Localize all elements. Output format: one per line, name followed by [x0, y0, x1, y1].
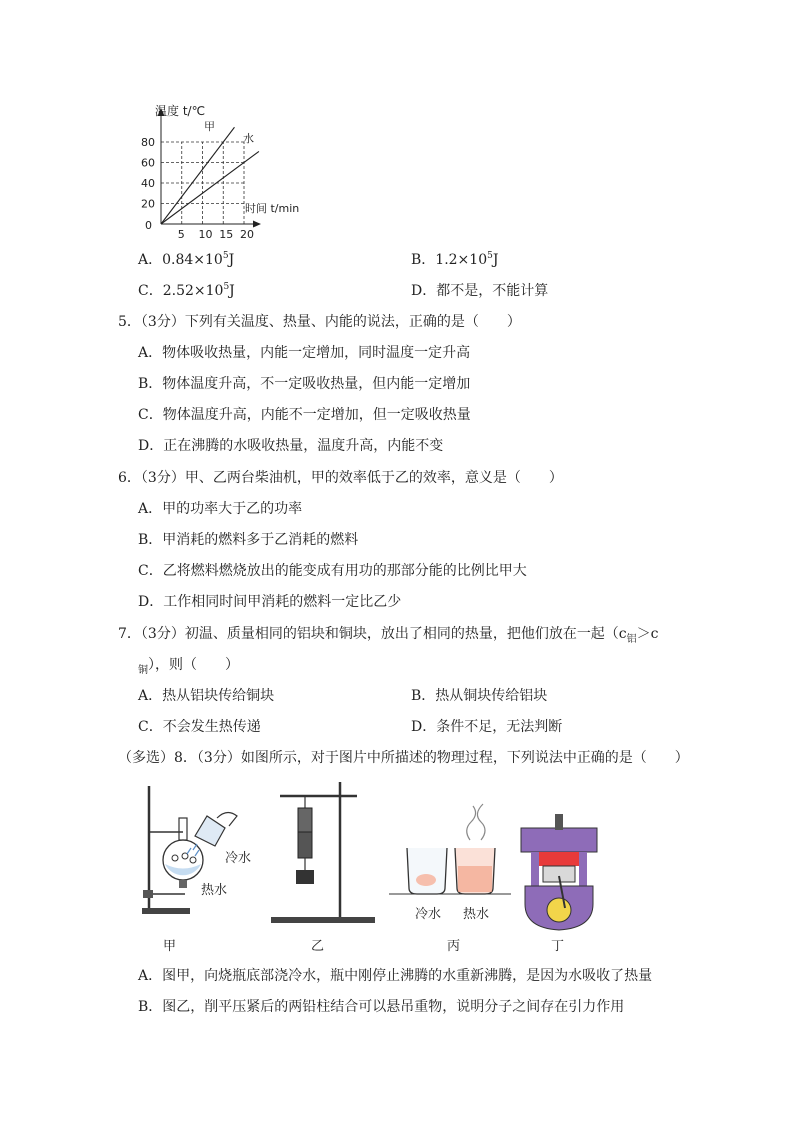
label-hot-water: 热水: [201, 883, 228, 898]
q8-figures: [125, 778, 685, 958]
pouring-beaker: [195, 816, 225, 846]
figure-jia-flask-apparatus: [142, 786, 251, 954]
q7-stem-line2: $_铜$），则（ ）: [138, 657, 239, 676]
label-cold-water: 冷水: [225, 851, 252, 866]
x-tick-label: 5: [177, 228, 185, 240]
q7-option-c: C．不会发生热传递: [138, 719, 261, 735]
flask-neck: [179, 818, 187, 840]
x-tick-label: 20: [240, 228, 254, 240]
figure-yi-caption: 乙: [311, 939, 325, 954]
lead-cylinder-bottom: [298, 832, 312, 858]
clamp-knob: [143, 890, 153, 898]
q7-option-a: A．热从铝块传给铜块: [138, 688, 275, 704]
q7-sub-cu: 铜: [138, 664, 148, 676]
graph-grid: [161, 142, 244, 224]
q7-option-b: B．热从铜块传给铝块: [411, 688, 548, 704]
label-beaker-hot: 热水: [463, 907, 490, 922]
line-shui-label: 水: [243, 132, 254, 145]
figure-ding-engine-cylinder: [521, 814, 597, 954]
temperature-time-graph: [135, 100, 445, 240]
ink-hot: [458, 866, 492, 892]
lead-cylinder-top: [298, 808, 312, 832]
q6-option-d: D．工作相同时间甲消耗的燃料一定比乙少: [138, 594, 402, 610]
crankshaft: [547, 898, 571, 922]
flask-bottom-stopper: [179, 880, 187, 888]
y-tick-label: 20: [141, 197, 155, 211]
hanging-weight: [296, 870, 314, 884]
spark-plug: [555, 814, 563, 830]
q8-option-b: B．图乙，削平压紧后的两铅柱结合可以悬吊重物，说明分子之间存在引力作用: [138, 999, 625, 1015]
q6-option-a: A．甲的功率大于乙的功率: [138, 501, 303, 517]
q8-stem: （多选）8．（3分）如图所示，对于图片中所描述的物理过程，下列说法中正确的是（ ）: [118, 750, 689, 766]
cylinder-head: [521, 828, 597, 852]
q6-option-b: B．甲消耗的燃料多于乙消耗的燃料: [138, 532, 359, 548]
q5-option-b: B．物体温度升高，不一定吸收热量，但内能一定增加: [138, 376, 471, 392]
q6-stem: 6．（3分）甲、乙两台柴油机，甲的效率低于乙的效率，意义是（ ）: [118, 470, 563, 486]
q5-stem: 5．（3分）下列有关温度、热量、内能的说法，正确的是（ ）: [118, 314, 521, 330]
stand-base: [271, 917, 375, 923]
beaker-cold: [407, 848, 447, 894]
y-axis-label: 温度 t/℃: [155, 104, 206, 118]
figure-jia-caption: 甲: [163, 939, 177, 954]
cylinder-wall-right: [579, 852, 587, 886]
stand-base: [142, 908, 190, 914]
q4-option-a: A．$0.84\times 10^5J$: [138, 251, 235, 268]
x-tick-label: 15: [219, 228, 234, 240]
y-tick-label: 60: [141, 156, 155, 170]
figure-yi-lead-cylinders: [271, 782, 375, 954]
x-axis-label: 时间 t/min: [245, 202, 300, 215]
line-jia-label: 甲: [204, 120, 215, 133]
q7-stem-line1: 7．（3分）初温、质量相同的铝块和铜块，放出了相同的热量，把他们放在一起（$c_铝>c$: [118, 626, 659, 645]
q5-option-c: C．物体温度升高，内能不一定增加，但一定吸收热量: [138, 407, 471, 423]
q6-option-c: C．乙将燃料燃烧放出的能变成有用功的那部分能的比例比甲大: [138, 563, 527, 579]
q4-option-c: C．$2.52\times 10^5J$: [138, 282, 235, 299]
figure-bing-caption: 丙: [447, 939, 461, 954]
figure-bing-diffusion-beakers: [389, 804, 511, 954]
cylinder-wall-left: [531, 852, 539, 886]
x-tick-label: 10: [198, 228, 213, 240]
q7-option-d: D．条件不足，无法判断: [411, 719, 563, 735]
flask-water: [165, 864, 201, 875]
q4-option-d: D．都不是，不能计算: [411, 283, 549, 299]
q5-option-a: A．物体吸收热量，内能一定增加，同时温度一定升高: [138, 345, 471, 361]
q7-sub-al: 铝: [626, 633, 637, 645]
combustion-chamber: [539, 852, 579, 866]
ink-cold: [416, 874, 436, 886]
q5-option-d: D．正在沸腾的水吸收热量，温度升高，内能不变: [138, 438, 444, 454]
figure-ding-caption: 丁: [551, 939, 565, 954]
y-tick-label: 80: [141, 136, 155, 149]
steam: [467, 804, 485, 840]
bubble: [172, 855, 178, 861]
q4-option-b: B．$1.2\times 10^5J$: [411, 251, 499, 268]
x-axis-arrow: [253, 221, 261, 228]
q8-option-a: A．图甲，向烧瓶底部浇冷水，瓶中刚停止沸腾的水重新沸腾，是因为水吸收了热量: [138, 968, 653, 984]
y-tick-label: 40: [141, 177, 155, 190]
label-beaker-cold: 冷水: [415, 907, 442, 922]
bubble: [190, 857, 196, 863]
origin-label: 0: [145, 219, 152, 232]
